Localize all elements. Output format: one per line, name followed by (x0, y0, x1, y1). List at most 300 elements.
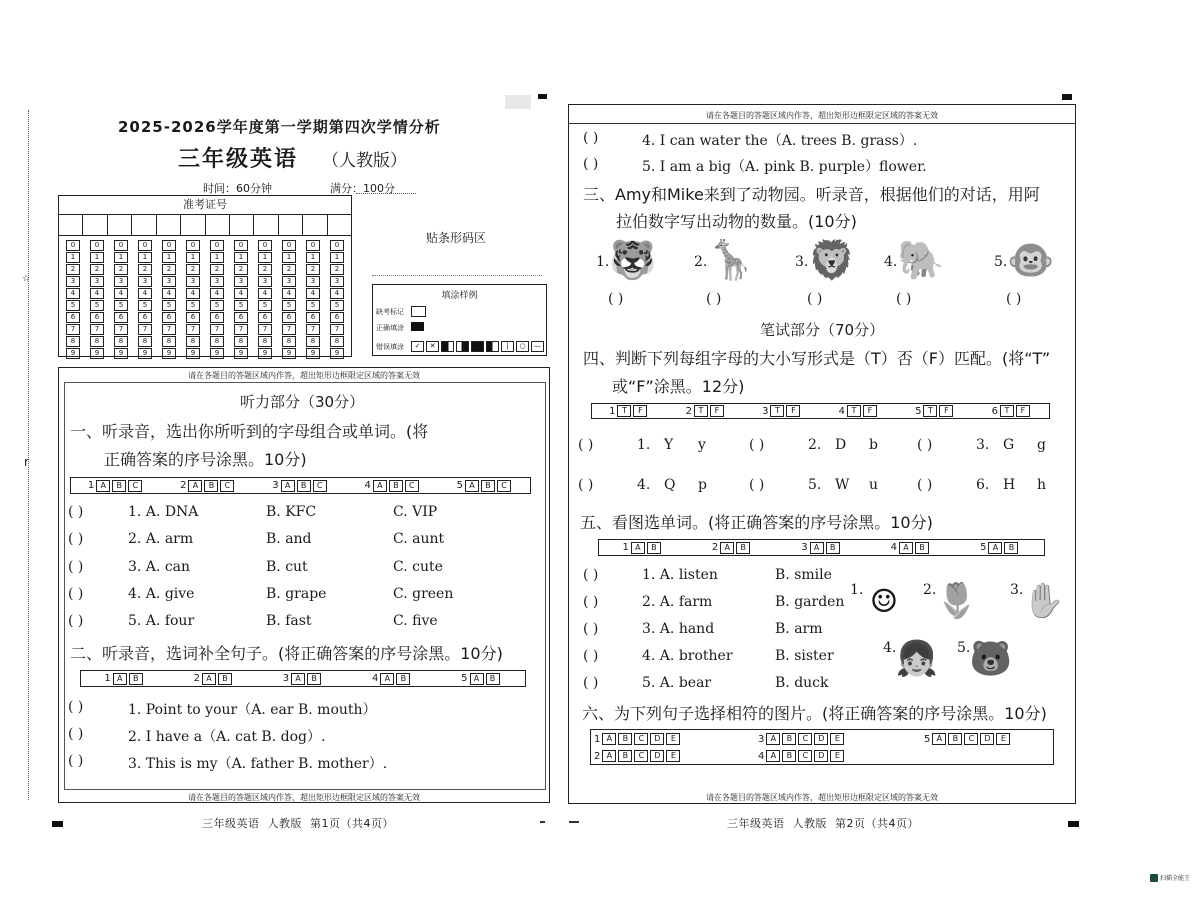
count-blank[interactable]: ( ) (896, 291, 912, 307)
digit-bubble[interactable]: 7 (90, 324, 104, 335)
digit-bubble[interactable]: 9 (114, 348, 128, 359)
answer-number: 5 (980, 542, 987, 553)
answer-bubble[interactable]: A (96, 480, 110, 492)
answer-bubble[interactable]: A (465, 480, 479, 492)
answer-bubble[interactable]: B (396, 673, 410, 685)
answer-blank[interactable]: ( ) (583, 621, 599, 637)
digit-bubble[interactable]: 2 (138, 264, 152, 275)
digit-column[interactable] (234, 240, 248, 359)
answer-number: 2 (685, 405, 692, 417)
answer-bubble[interactable]: F (786, 405, 800, 417)
answer-blank[interactable]: ( ) (68, 613, 84, 629)
digit-bubble[interactable]: 2 (306, 264, 320, 275)
barcode-area-label: 贴条形码区 (426, 231, 487, 245)
option-c: C. cute (393, 559, 443, 575)
section-1-heading-line1: 一、听录音，选出你所听到的字母组合或单词。(将 (70, 422, 429, 441)
digit-bubble[interactable]: 1 (162, 252, 176, 263)
answer-bubble[interactable]: A (766, 733, 780, 745)
section-3-heading-line1: 三、Amy和Mike来到了动物园。听录音，根据他们的对话，用阿 (583, 185, 1040, 204)
section-6-answer-bubbles[interactable] (590, 729, 1054, 765)
digit-bubble[interactable]: 7 (114, 324, 128, 335)
section-5-answer-bubbles[interactable] (598, 539, 1045, 556)
digit-bubble[interactable]: 8 (66, 336, 80, 347)
answer-bubble[interactable]: C (798, 733, 812, 745)
digit-bubble[interactable]: 8 (330, 336, 344, 347)
section-4-heading-line2: 或“F”涂黑。12分) (612, 377, 745, 396)
answer-number: 1 (622, 542, 629, 553)
digit-bubble[interactable]: 9 (210, 348, 224, 359)
digit-bubble[interactable]: 5 (66, 300, 80, 311)
answer-bubble[interactable]: B (1004, 542, 1018, 554)
answer-blank[interactable]: ( ) (583, 130, 599, 146)
section-1-heading-line2: 正确答案的序号涂黑。10分) (104, 450, 307, 469)
digit-bubble[interactable]: 4 (234, 288, 248, 299)
digit-bubble[interactable]: 5 (90, 300, 104, 311)
digit-column[interactable] (282, 240, 296, 359)
answer-blank[interactable]: ( ) (583, 567, 599, 583)
scanner-watermark (1150, 873, 1190, 882)
absent-mark-box[interactable] (411, 306, 426, 317)
answer-blank[interactable]: ( ) (749, 437, 765, 453)
answer-bubble[interactable]: A (602, 733, 616, 745)
option-b: B. garden (775, 594, 845, 610)
digit-bubble[interactable]: 1 (186, 252, 200, 263)
answer-bubble[interactable]: B (307, 673, 321, 685)
digit-bubble[interactable]: 5 (210, 300, 224, 311)
digit-bubble[interactable]: 8 (162, 336, 176, 347)
digit-column[interactable] (186, 240, 200, 359)
option-a: 5. A. bear (642, 675, 712, 691)
answer-bubble[interactable]: B (647, 542, 661, 554)
answer-blank[interactable]: ( ) (68, 531, 84, 547)
answer-bubble[interactable]: A (899, 542, 913, 554)
digit-bubble[interactable]: 5 (330, 300, 344, 311)
count-blank[interactable]: ( ) (608, 291, 624, 307)
answer-blank[interactable]: ( ) (583, 648, 599, 664)
corner-mark-bm (569, 821, 579, 823)
digit-bubble[interactable]: 4 (210, 288, 224, 299)
item-number: 4. (637, 477, 651, 493)
hand-icon: ✋ (1022, 581, 1066, 621)
digit-bubble[interactable]: 0 (258, 240, 272, 251)
answer-bubble[interactable]: B (486, 673, 500, 685)
digit-bubble[interactable]: 2 (162, 264, 176, 275)
answer-bubble[interactable]: A (602, 750, 616, 762)
answer-bubble[interactable]: T (694, 405, 708, 417)
digit-column[interactable] (90, 240, 104, 359)
digit-bubble[interactable]: 7 (306, 324, 320, 335)
digit-bubble[interactable]: 0 (330, 240, 344, 251)
answer-group (372, 673, 412, 685)
answer-bubble[interactable]: B (915, 542, 929, 554)
digit-bubble[interactable]: 0 (210, 240, 224, 251)
answer-area-notice-top: 请在各题目的答题区域内作答，超出矩形边框限定区域的答案无效 (188, 371, 420, 380)
digit-bubble[interactable]: 2 (66, 264, 80, 275)
answer-bubble[interactable]: B (948, 733, 962, 745)
answer-bubble[interactable]: B (129, 673, 143, 685)
digit-bubble[interactable]: 2 (330, 264, 344, 275)
answer-number: 4 (371, 673, 379, 684)
answer-bubble[interactable]: F (710, 405, 724, 417)
option-c: C. aunt (393, 531, 445, 547)
answer-blank[interactable]: ( ) (68, 559, 84, 575)
digit-bubble[interactable]: 4 (162, 288, 176, 299)
digit-bubble[interactable]: 5 (186, 300, 200, 311)
answer-group (915, 405, 955, 417)
digit-bubble[interactable]: 6 (66, 312, 80, 323)
digit-bubble[interactable]: 7 (234, 324, 248, 335)
digit-column[interactable] (114, 240, 128, 359)
answer-bubble[interactable]: B (618, 733, 632, 745)
digit-bubble[interactable]: 2 (186, 264, 200, 275)
answer-bubble[interactable]: B (112, 480, 126, 492)
answer-blank[interactable]: ( ) (578, 477, 594, 493)
corner-mark (538, 94, 547, 99)
section-4-heading-line1: 四、判断下列每组字母的大小写形式是（T）否（F）匹配。(将“T” (583, 349, 1051, 368)
digit-bubble[interactable]: 1 (306, 252, 320, 263)
answer-bubble[interactable]: E (996, 733, 1010, 745)
option-c: C. VIP (393, 504, 438, 520)
digit-bubble[interactable]: 6 (114, 312, 128, 323)
digit-bubble[interactable]: 6 (162, 312, 176, 323)
answer-bubble[interactable]: E (830, 750, 844, 762)
digit-bubble[interactable]: 2 (90, 264, 104, 275)
wrong-fill-samples: ✓ ✕ | ○ — (411, 341, 544, 352)
answer-bubble[interactable]: B (389, 480, 403, 492)
digit-bubble[interactable]: 4 (282, 288, 296, 299)
answer-blank[interactable]: ( ) (68, 726, 84, 742)
digit-bubble[interactable]: 7 (66, 324, 80, 335)
digit-bubble[interactable]: 3 (138, 276, 152, 287)
answer-bubble[interactable]: E (666, 750, 680, 762)
animal-number: 2. (694, 254, 708, 270)
answer-bubble[interactable]: T (770, 405, 784, 417)
digit-column[interactable] (210, 240, 224, 359)
digit-bubble[interactable]: 7 (186, 324, 200, 335)
digit-bubble[interactable]: 6 (330, 312, 344, 323)
digit-bubble[interactable]: 1 (114, 252, 128, 263)
digit-bubble[interactable]: 0 (66, 240, 80, 251)
digit-bubble[interactable]: 5 (234, 300, 248, 311)
answer-bubble[interactable]: C (798, 750, 812, 762)
digit-bubble[interactable]: 3 (234, 276, 248, 287)
digit-bubble[interactable]: 8 (114, 336, 128, 347)
digit-bubble[interactable]: 1 (138, 252, 152, 263)
digit-bubble[interactable]: 2 (234, 264, 248, 275)
digit-bubble[interactable]: 3 (186, 276, 200, 287)
digit-bubble[interactable]: 7 (330, 324, 344, 335)
answer-blank[interactable]: ( ) (68, 699, 84, 715)
option-b: B. cut (266, 559, 308, 575)
digit-bubble[interactable]: 3 (282, 276, 296, 287)
picture-number: 2. (923, 582, 937, 598)
digit-bubble[interactable]: 9 (234, 348, 248, 359)
answer-bubble[interactable]: B (782, 733, 796, 745)
giraffe-icon: 🦒 (707, 237, 755, 282)
answer-bubble[interactable]: A (720, 542, 734, 554)
answer-bubble[interactable]: B (297, 480, 311, 492)
digit-bubble[interactable]: 3 (306, 276, 320, 287)
page1-footer: 三年级英语 人教版 第1页（共4页） (202, 817, 394, 830)
lowercase-letter: u (869, 477, 879, 493)
digit-bubble[interactable]: 5 (114, 300, 128, 311)
digit-bubble[interactable]: 0 (162, 240, 176, 251)
answer-bubble[interactable]: C (964, 733, 978, 745)
digit-bubble[interactable]: 0 (138, 240, 152, 251)
lowercase-letter: p (698, 477, 707, 493)
digit-bubble[interactable]: 7 (162, 324, 176, 335)
answer-bubble[interactable]: T (847, 405, 861, 417)
answer-bubble[interactable]: A (202, 673, 216, 685)
digit-bubble[interactable]: 8 (186, 336, 200, 347)
answer-bubble[interactable]: C (405, 480, 419, 492)
digit-bubble[interactable]: 0 (90, 240, 104, 251)
digit-bubble[interactable]: 3 (162, 276, 176, 287)
digit-bubble[interactable]: 4 (114, 288, 128, 299)
answer-bubble[interactable]: E (666, 733, 680, 745)
digit-bubble[interactable]: 9 (90, 348, 104, 359)
digit-bubble[interactable]: 2 (258, 264, 272, 275)
answer-bubble[interactable]: F (939, 405, 953, 417)
section-1-answer-bubbles[interactable] (70, 477, 531, 494)
digit-bubble[interactable]: 6 (138, 312, 152, 323)
answer-number: 4 (758, 750, 765, 762)
digit-bubble[interactable]: 1 (90, 252, 104, 263)
answer-bubble[interactable]: B (481, 480, 495, 492)
animal-number: 5. (994, 254, 1008, 270)
count-blank[interactable]: ( ) (706, 291, 722, 307)
answer-bubble[interactable]: B (782, 750, 796, 762)
sentence-item: 2. I have a（A. cat B. dog）. (128, 729, 326, 745)
digit-bubble[interactable]: 3 (90, 276, 104, 287)
answer-bubble[interactable]: A (470, 673, 484, 685)
digit-bubble[interactable]: 4 (330, 288, 344, 299)
digit-column[interactable] (330, 240, 344, 359)
answer-bubble[interactable]: B (736, 542, 750, 554)
option-b: B. sister (775, 648, 834, 664)
digit-bubble[interactable]: 9 (258, 348, 272, 359)
animal-number: 4. (884, 254, 898, 270)
answer-bubble[interactable]: D (650, 750, 664, 762)
digit-bubble[interactable]: 5 (306, 300, 320, 311)
answer-bubble[interactable]: A (380, 673, 394, 685)
digit-bubble[interactable]: 2 (282, 264, 296, 275)
answer-number: 3 (282, 673, 290, 684)
digit-bubble[interactable]: 8 (138, 336, 152, 347)
answer-bubble[interactable]: A (988, 542, 1002, 554)
answer-number: 3 (758, 733, 765, 745)
digit-column[interactable] (66, 240, 80, 359)
digit-bubble[interactable]: 7 (138, 324, 152, 335)
barcode-divider (372, 275, 542, 276)
option-a: 5. A. four (128, 613, 195, 629)
answer-blank[interactable]: ( ) (578, 437, 594, 453)
answer-bubble[interactable]: A (766, 750, 780, 762)
answer-bubble[interactable]: E (830, 733, 844, 745)
digit-bubble[interactable]: 6 (90, 312, 104, 323)
digit-bubble[interactable]: 7 (282, 324, 296, 335)
answer-blank[interactable]: ( ) (583, 156, 599, 172)
digit-bubble[interactable]: 9 (282, 348, 296, 359)
answer-bubble[interactable]: C (634, 733, 648, 745)
answer-blank[interactable]: ( ) (68, 504, 84, 520)
answer-bubble[interactable]: T (1000, 405, 1014, 417)
answer-blank[interactable]: ( ) (68, 753, 84, 769)
answer-bubble[interactable]: T (617, 405, 631, 417)
lion-icon: 🦁 (808, 237, 856, 282)
count-blank[interactable]: ( ) (1006, 291, 1022, 307)
digit-bubble[interactable]: 1 (234, 252, 248, 263)
answer-number: 1 (594, 733, 601, 745)
answer-bubble[interactable]: B (204, 480, 218, 492)
answer-bubble[interactable]: C (497, 480, 511, 492)
sentence-item: 3. This is my（A. father B. mother）. (128, 756, 388, 772)
answer-bubble[interactable]: D (980, 733, 994, 745)
digit-bubble[interactable]: 5 (258, 300, 272, 311)
answer-bubble[interactable]: C (313, 480, 327, 492)
digit-bubble[interactable]: 0 (234, 240, 248, 251)
digit-bubble[interactable]: 7 (210, 324, 224, 335)
answer-bubble[interactable]: A (188, 480, 202, 492)
digit-bubble[interactable]: 1 (330, 252, 344, 263)
picture-number: 1. (850, 582, 864, 598)
digit-bubble[interactable]: 5 (138, 300, 152, 311)
digit-bubble[interactable]: 1 (282, 252, 296, 263)
answer-bubble[interactable]: A (932, 733, 946, 745)
digit-bubble[interactable]: 6 (234, 312, 248, 323)
sentence-item: 5. I am a big（A. pink B. purple）flower. (642, 159, 927, 175)
answer-bubble[interactable]: T (923, 405, 937, 417)
answer-bubble[interactable]: D (650, 733, 664, 745)
digit-column[interactable] (138, 240, 152, 359)
answer-bubble[interactable]: F (1016, 405, 1030, 417)
digit-bubble[interactable]: 9 (66, 348, 80, 359)
answer-number: 5 (924, 733, 931, 745)
digit-bubble[interactable]: 2 (210, 264, 224, 275)
answer-group (839, 405, 879, 417)
digit-bubble[interactable]: 4 (258, 288, 272, 299)
digit-bubble[interactable]: 6 (186, 312, 200, 323)
digit-bubble[interactable]: 6 (282, 312, 296, 323)
digit-bubble[interactable]: 9 (138, 348, 152, 359)
answer-blank[interactable]: ( ) (917, 477, 933, 493)
digit-bubble[interactable]: 9 (330, 348, 344, 359)
digit-bubble[interactable]: 6 (258, 312, 272, 323)
item-number: 2. (808, 437, 822, 453)
option-a: 1. A. DNA (128, 504, 199, 520)
digit-bubble[interactable]: 8 (258, 336, 272, 347)
answer-group (104, 673, 144, 685)
option-b: B. smile (775, 567, 832, 583)
digit-bubble[interactable]: 3 (210, 276, 224, 287)
elephant-icon: 🐘 (897, 237, 945, 282)
answer-bubble[interactable]: B (618, 750, 632, 762)
item-number: 3. (976, 437, 990, 453)
answer-bubble[interactable]: A (281, 480, 295, 492)
digit-bubble-grid[interactable] (59, 236, 351, 359)
digit-bubble[interactable]: 1 (258, 252, 272, 263)
digit-bubble[interactable]: 4 (186, 288, 200, 299)
answer-area-notice-bottom: 请在各题目的答题区域内作答，超出矩形边框限定区域的答案无效 (188, 793, 420, 802)
digit-bubble[interactable]: 9 (306, 348, 320, 359)
digit-bubble[interactable]: 4 (66, 288, 80, 299)
answer-blank[interactable]: ( ) (583, 675, 599, 691)
answer-blank[interactable]: ( ) (68, 586, 84, 602)
section-2-heading: 二、听录音，选词补全句子。(将正确答案的序号涂黑。10分) (70, 644, 503, 663)
digit-bubble[interactable]: 4 (138, 288, 152, 299)
section-4-answer-bubbles[interactable] (591, 403, 1050, 419)
digit-bubble[interactable]: 8 (234, 336, 248, 347)
digit-bubble[interactable]: 4 (306, 288, 320, 299)
answer-bubble[interactable]: F (633, 405, 647, 417)
digit-bubble[interactable]: 8 (282, 336, 296, 347)
digit-bubble[interactable]: 9 (186, 348, 200, 359)
answer-bubble[interactable]: A (373, 480, 387, 492)
digit-bubble[interactable]: 6 (210, 312, 224, 323)
section-6-heading: 六、为下列句子选择相符的图片。(将正确答案的序号涂黑。10分) (582, 704, 1047, 723)
absent-mark-label: 缺考标记 (376, 308, 404, 316)
digit-bubble[interactable]: 5 (162, 300, 176, 311)
digit-bubble[interactable]: 4 (90, 288, 104, 299)
answer-bubble[interactable]: B (218, 673, 232, 685)
answer-bubble[interactable]: C (634, 750, 648, 762)
page2-notice-top: 请在各题目的答题区域内作答，超出矩形边框限定区域的答案无效 (706, 111, 938, 120)
answer-bubble[interactable]: A (113, 673, 127, 685)
answer-blank[interactable]: ( ) (583, 594, 599, 610)
digit-bubble[interactable]: 2 (114, 264, 128, 275)
digit-bubble[interactable]: 3 (330, 276, 344, 287)
digit-bubble[interactable]: 1 (210, 252, 224, 263)
digit-bubble[interactable]: 6 (306, 312, 320, 323)
answer-bubble[interactable]: C (220, 480, 234, 492)
answer-bubble[interactable]: A (810, 542, 824, 554)
digit-column[interactable] (162, 240, 176, 359)
digit-bubble[interactable]: 0 (114, 240, 128, 251)
answer-group (609, 405, 649, 417)
digit-column[interactable] (306, 240, 320, 359)
digit-bubble[interactable]: 3 (66, 276, 80, 287)
digit-bubble[interactable]: 3 (114, 276, 128, 287)
digit-bubble[interactable]: 3 (258, 276, 272, 287)
section-2-answer-bubbles[interactable] (80, 670, 526, 687)
answer-bubble[interactable]: B (826, 542, 840, 554)
digit-column[interactable] (258, 240, 272, 359)
answer-blank[interactable]: ( ) (917, 437, 933, 453)
answer-blank[interactable]: ( ) (749, 477, 765, 493)
uppercase-letter: Y (664, 437, 674, 453)
answer-bubble[interactable]: C (128, 480, 142, 492)
answer-bubble[interactable]: A (631, 542, 645, 554)
digit-bubble[interactable]: 8 (90, 336, 104, 347)
center-dash (540, 821, 545, 823)
digit-bubble[interactable]: 7 (258, 324, 272, 335)
digit-bubble[interactable]: 0 (282, 240, 296, 251)
digit-bubble[interactable]: 8 (210, 336, 224, 347)
digit-bubble[interactable]: 5 (282, 300, 296, 311)
corner-mark-tr (1062, 94, 1072, 100)
digit-bubble[interactable]: 8 (306, 336, 320, 347)
digit-bubble[interactable]: 0 (186, 240, 200, 251)
digit-bubble[interactable]: 1 (66, 252, 80, 263)
count-blank[interactable]: ( ) (807, 291, 823, 307)
answer-bubble[interactable]: F (863, 405, 877, 417)
digit-bubble[interactable]: 9 (162, 348, 176, 359)
answer-bubble[interactable]: D (814, 750, 828, 762)
answer-bubble[interactable]: D (814, 733, 828, 745)
lowercase-letter: g (1037, 437, 1046, 453)
digit-bubble[interactable]: 0 (306, 240, 320, 251)
answer-bubble[interactable]: A (291, 673, 305, 685)
